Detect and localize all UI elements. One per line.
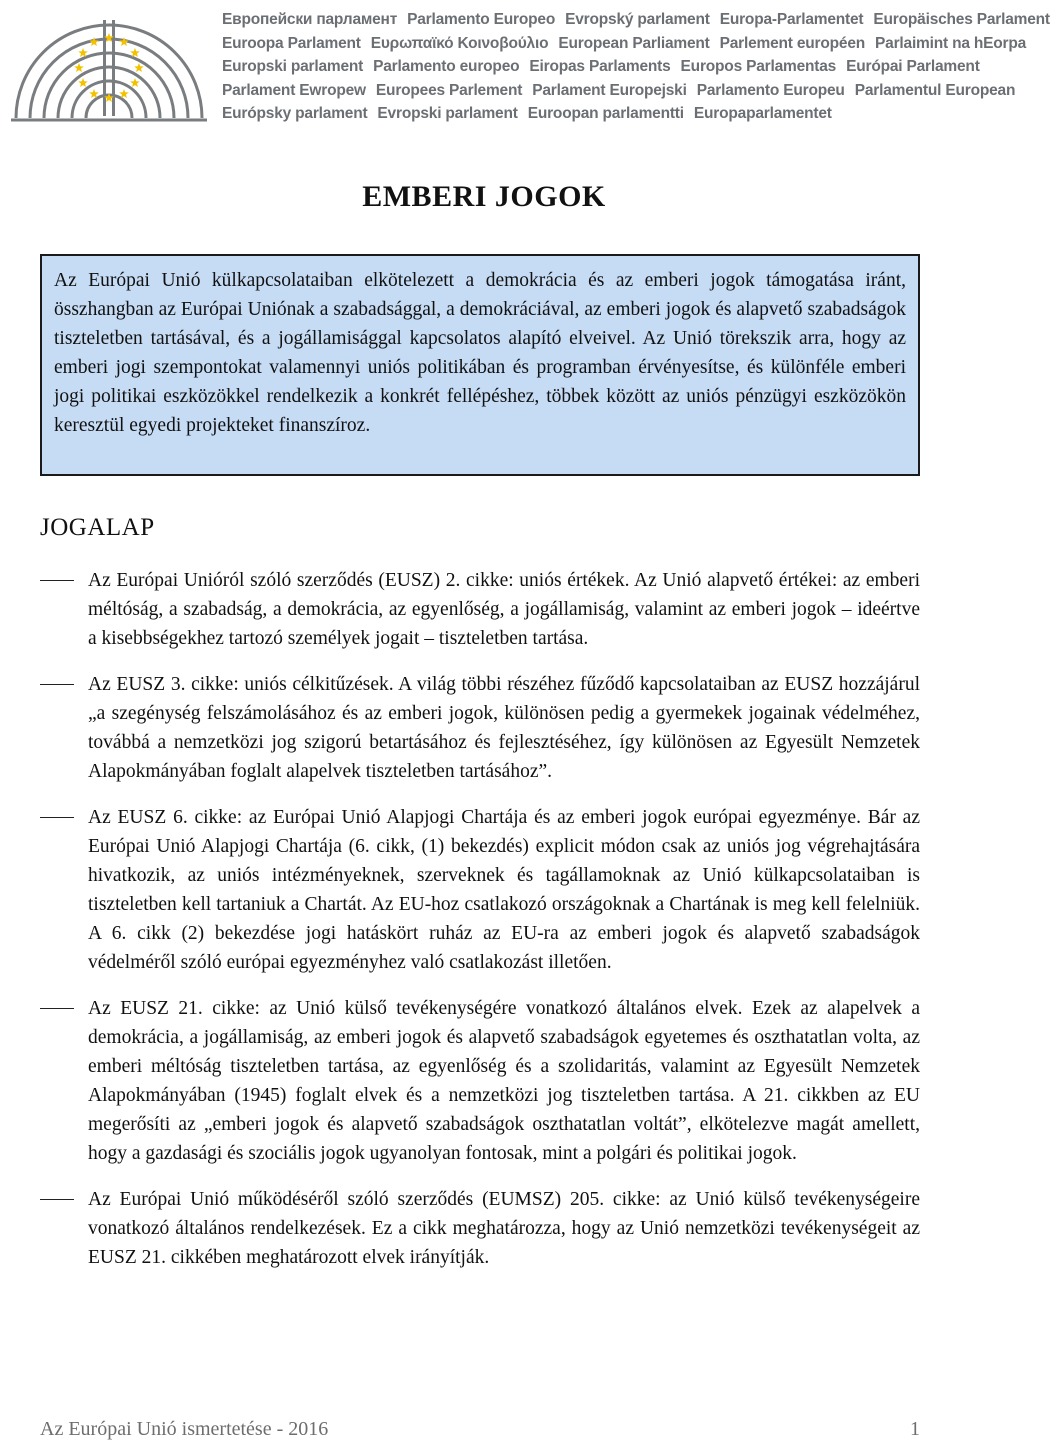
parliament-name: European Parliament — [558, 34, 710, 52]
star-icon — [130, 78, 140, 87]
parliament-name: Euroopan parlamentti — [527, 105, 684, 122]
parliament-name: Parlamentul European — [854, 81, 1016, 99]
page-footer — [40, 1418, 920, 1441]
parliament-name: Eiropas Parlaments — [529, 58, 671, 75]
list-item-text: Az EUSZ 21. cikke: az Unió külső tevékenységére vonatkozó általános elvek. Ezek az alapelvek a demokrácia, a jogállamiság, az emberi jogok és alapvető szabadságok egyetemes és oszthatatlan volta, az emberi méltóság tiszteletben tartása, az egyenlőség és a szolidaritás, valamint az Egyesült Nemzetek Alapokmányában (1945) foglalt elvek és a nemzetközi jog tiszteletben tartása. A 21. cikkben az EU megerősíti az „emberi jogok és alapvető szabadságok oszthatatlan voltát”, elkötelezve magát amellett, hogy a gazdasági és szociális jogok ugyanolyan fontosak, mint a polgári és politikai jogok. — [88, 998, 920, 1164]
parliament-name: Evropski parlament — [377, 105, 518, 122]
parliament-name: Parlamento europeo — [373, 58, 520, 75]
list-item-text: Az EUSZ 3. cikke: uniós célkitűzések. A világ többi részéhez fűződő kapcsolataiban az EUSZ hozzájárul „a szegénység felszámolásához és az emberi jogok, különösen pedig a gyermekek jogainak védelméhez, továbbá a nemzetközi jog szigorú betartásához és fejlesztéséhez, így különösen az Egyesült Nemzetek Alapokmányában foglalt alapelvek tiszteletben tartásához”. — [88, 674, 920, 782]
parliament-name: Europäisches Parlament — [873, 11, 1050, 28]
dash-bullet — [40, 817, 74, 818]
list-item-text: Az Európai Unió működéséről szóló szerződés (EUMSZ) 205. cikke: az Unió külső tevékenységeire vonatkozó általános rendelkezések. Ez a cikk meghatározza, hogy az Unió nemzetközi tevékenységeit az EUSZ 21. cikkében meghatározott elvek irányítják. — [88, 1189, 920, 1268]
parliament-name: Europski parlament — [222, 58, 364, 75]
parliament-name: Ευρωπαϊκό Κοινοβούλιο — [370, 34, 549, 52]
parliament-names-row — [222, 55, 980, 79]
parliament-name: Европейски парламент — [222, 11, 398, 28]
list-item — [40, 994, 920, 1168]
list-item — [40, 1185, 920, 1272]
list-item — [40, 803, 920, 977]
list-item — [40, 670, 920, 786]
star-icon — [134, 63, 144, 72]
section-title: JOGALAP — [40, 514, 155, 541]
parliament-name: Parlament Ewropew — [222, 81, 366, 99]
summary-box: Az Európai Unió külkapcsolataiban elkötelezett a demokrácia és az emberi jogok támogatása iránt, összhangban az Európai Uniónak a szabadsággal, a demokráciával, az emberi jogok és alapvető szabadságok tiszteletben tartásával, és a jogállamisággal kapcsolatos alapító elveivel. Az Unió törekszik arra, hogy az emberi jogi szempontokat valamennyi uniós politikában és programban érvényesítse, és különféle emberi jogi politikai eszközökkel rendelkezik a konkrét fellépéshez, többek között az uniós pénzügyi eszközökön keresztül egyedi projekteket finanszíroz. — [40, 254, 920, 476]
footer-text: Az Európai Unió ismertetése - 2016 — [40, 1418, 329, 1440]
dash-bullet — [40, 1199, 74, 1200]
parliament-name: Europa-Parlamentet — [719, 11, 864, 28]
dash-bullet — [40, 580, 74, 581]
parliament-name: Európai Parlament — [846, 58, 980, 75]
star-icon — [78, 78, 88, 87]
legal-basis-list — [40, 566, 920, 1289]
parliament-name: Evropský parlament — [565, 11, 710, 28]
parliament-name: Europaparlamentet — [693, 105, 832, 122]
list-item-text: Az EUSZ 6. cikke: az Európai Unió Alapjogi Chartája és az emberi jogok európai egyezménye. Bár az Európai Unió Alapjogi Chartája (6. cikk, (1) bekezdés) explicit módon csak az uniós jog végrehajtására hivatkozik, az uniós intézményeknek, szerveknek és tagállamoknak az Unió külkapcsolataiban is tiszteletben kell tartaniuk a Chartát. Az EU-hoz csatlakozó országoknak a Chartának is meg kell felelniük. A 6. cikk (2) bekezdése jogi hatáskört ruház az EU-ra az emberi jogok és alapvető szabadságok védelméről szóló európai egyezményhez való csatlakozást illetően. — [88, 807, 920, 973]
list-item-text: Az Európai Unióról szóló szerződés (EUSZ) 2. cikke: uniós értékek. Az Unió alapvető értékei: az emberi méltóság, a szabadság, a demokrácia, az egyenlőség, a jogállamiság, valamint az emberi jogok – ideértve a kisebbségekhez tartozó személyek jogait – tiszteletben tartása. — [88, 570, 920, 649]
parliament-name: Europos Parlamentas — [680, 58, 837, 75]
parliament-name: Euroopa Parlament — [222, 34, 361, 52]
parliament-names-row — [222, 79, 1016, 103]
parliament-name: Parlement européen — [719, 34, 866, 52]
page-header — [0, 0, 1050, 140]
star-icon — [74, 63, 84, 72]
parliament-name: Parlaimint na hEorpa — [875, 34, 1027, 52]
european-parliament-logo-icon — [6, 6, 212, 124]
list-item — [40, 566, 920, 653]
parliament-names — [222, 8, 1050, 126]
page-number: 1 — [910, 1418, 920, 1440]
parliament-name: Parlamento Europeu — [696, 81, 845, 99]
parliament-name: Europees Parlement — [375, 81, 523, 99]
dash-bullet — [40, 1008, 74, 1009]
parliament-names-row — [222, 32, 1027, 56]
parliament-names-row — [222, 8, 1050, 32]
page-title: EMBERI JOGOK — [362, 180, 606, 213]
dash-bullet — [40, 684, 74, 685]
parliament-names-row — [222, 102, 952, 126]
parliament-name: Parlament Europejski — [532, 81, 687, 99]
parliament-name: Parlamento Europeo — [407, 11, 556, 28]
parliament-name: Európsky parlament — [222, 105, 368, 122]
